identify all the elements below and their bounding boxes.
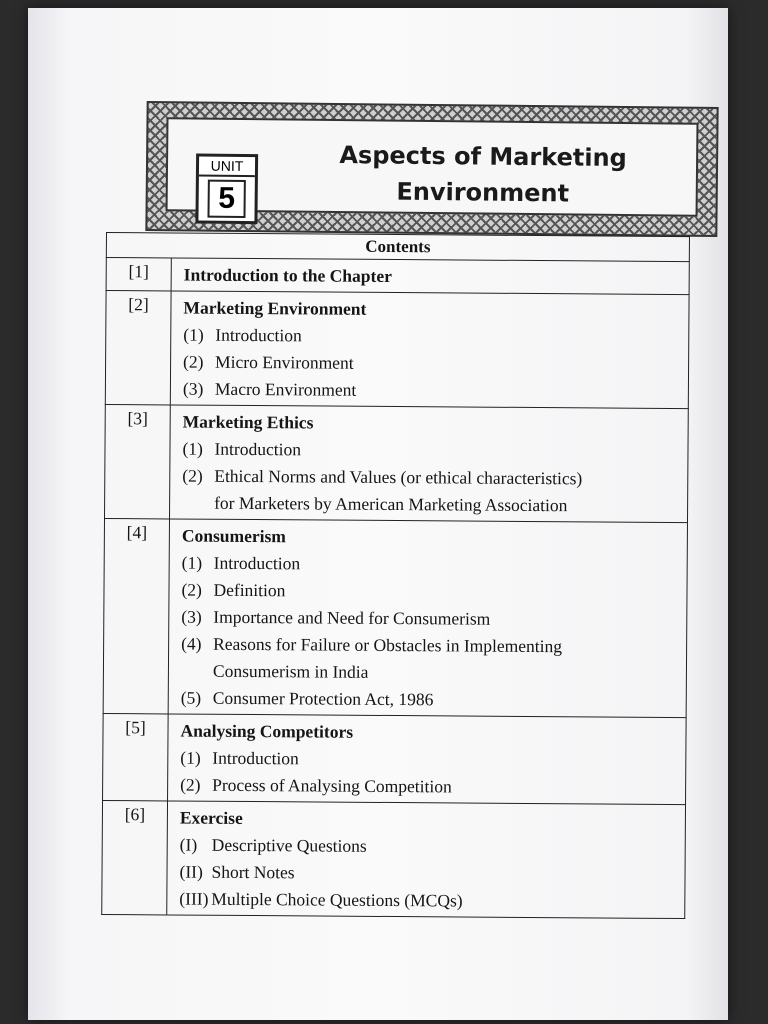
subsection-item bbox=[183, 376, 682, 406]
section-body bbox=[171, 258, 689, 295]
section-title: Consumerism bbox=[181, 525, 286, 547]
subsection-item bbox=[180, 832, 679, 862]
subsection-number: (1) bbox=[181, 552, 203, 573]
subsection-text: Macro Environment bbox=[214, 378, 357, 400]
section-number: [6] bbox=[102, 800, 168, 914]
subsection-number: (1) bbox=[182, 438, 203, 459]
subsection-number: (2) bbox=[183, 351, 204, 372]
subsection-item bbox=[181, 577, 680, 607]
subsection-number: (3) bbox=[182, 378, 204, 399]
chapter-title bbox=[318, 137, 649, 212]
subsection-text: Importance and Need for Consumerism bbox=[213, 606, 491, 629]
contents-row bbox=[105, 291, 689, 409]
section-body bbox=[169, 405, 688, 523]
chapter-title-line-2: Environment bbox=[396, 177, 570, 208]
section-number: [5] bbox=[103, 713, 169, 800]
section-number: [3] bbox=[104, 404, 170, 518]
contents-heading: Contents bbox=[106, 233, 689, 262]
contents-body bbox=[102, 258, 690, 919]
contents-row bbox=[103, 518, 687, 717]
subsection-number: (2) bbox=[182, 465, 203, 486]
subsection-item bbox=[181, 604, 680, 634]
subsection-item bbox=[182, 463, 681, 520]
subsection-number: (5) bbox=[180, 687, 202, 708]
subsection-number: (1) bbox=[180, 747, 201, 768]
subsection-text: Definition bbox=[213, 579, 286, 601]
subsection-text: Introduction bbox=[212, 747, 299, 769]
subsection-number: (2) bbox=[181, 579, 202, 600]
unit-number: 5 bbox=[207, 180, 245, 218]
subsection-text: Micro Environment bbox=[215, 351, 354, 373]
subsection-number: (I) bbox=[179, 834, 198, 855]
subsection-text: Multiple Choice Questions (MCQs) bbox=[211, 888, 463, 911]
subsection-number: (3) bbox=[181, 606, 202, 627]
section-title: Introduction to the Chapter bbox=[183, 264, 393, 286]
subsection-item bbox=[183, 349, 682, 379]
subsection-text: Ethical Norms and Values (or ethical characteristics) bbox=[214, 465, 583, 489]
subsection-item bbox=[182, 550, 681, 580]
subsection-number: (1) bbox=[183, 324, 204, 345]
section-number: [2] bbox=[105, 291, 171, 405]
section-number: [4] bbox=[103, 518, 169, 713]
subsection-text: Short Notes bbox=[211, 861, 295, 883]
unit-badge bbox=[195, 154, 258, 225]
subsection-item bbox=[179, 859, 678, 889]
banner-panel bbox=[166, 117, 699, 217]
chapter-title-line-1: Aspects of Marketing bbox=[339, 141, 627, 173]
subsection-item bbox=[181, 631, 680, 688]
contents-row bbox=[103, 713, 687, 804]
section-title: Marketing Environment bbox=[183, 297, 367, 319]
section-title: Marketing Ethics bbox=[182, 411, 314, 433]
unit-label: UNIT bbox=[199, 157, 255, 178]
section-title: Exercise bbox=[179, 807, 243, 828]
subsection-text: Descriptive Questions bbox=[211, 834, 367, 856]
section-number: [1] bbox=[106, 258, 171, 291]
subsection-item bbox=[180, 772, 679, 802]
subsection-text: Process of Analysing Competition bbox=[212, 774, 452, 797]
subsection-item bbox=[183, 322, 682, 352]
subsection-item bbox=[181, 685, 680, 715]
subsection-text-continued: for Marketers by American Marketing Association bbox=[214, 492, 568, 516]
subsection-number: (2) bbox=[180, 774, 201, 795]
section-title: Analysing Competitors bbox=[180, 720, 354, 742]
subsection-number: (4) bbox=[181, 633, 202, 654]
section-body bbox=[168, 714, 687, 805]
subsection-text: Introduction bbox=[215, 324, 302, 346]
section-body bbox=[170, 291, 689, 409]
subsection-text: Introduction bbox=[213, 552, 301, 574]
contents-row bbox=[106, 258, 689, 295]
contents-row bbox=[104, 404, 688, 522]
subsection-item bbox=[180, 745, 679, 775]
subsection-text-continued: Consumerism in India bbox=[212, 660, 369, 682]
subsection-text: Reasons for Failure or Obstacles in Implementing bbox=[213, 633, 563, 657]
subsection-number: (III) bbox=[179, 888, 209, 909]
subsection-item bbox=[179, 886, 678, 916]
subsection-text: Introduction bbox=[214, 438, 302, 460]
subsection-number: (II) bbox=[179, 861, 203, 882]
contents-row bbox=[102, 800, 686, 918]
unit-banner bbox=[145, 101, 718, 237]
subsection-item bbox=[182, 436, 681, 466]
section-body bbox=[168, 519, 687, 718]
section-body bbox=[167, 801, 686, 919]
subsection-text: Consumer Protection Act, 1986 bbox=[212, 687, 434, 710]
contents-table bbox=[101, 232, 690, 919]
